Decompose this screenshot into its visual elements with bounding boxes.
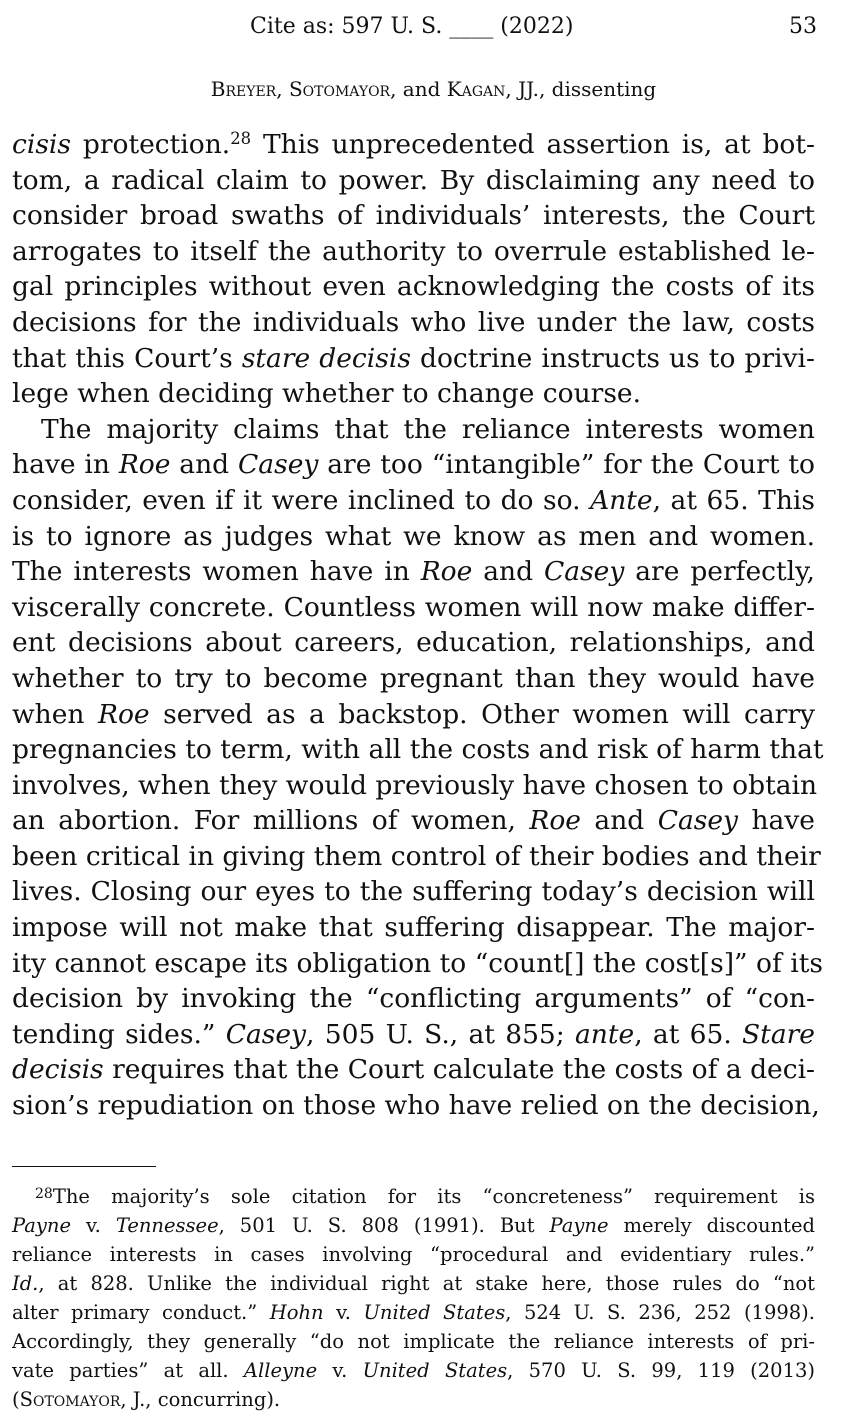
text-line: Payne v. Tennessee, 501 U. S. 808 (1991). But Payne merely discounted — [12, 1214, 815, 1237]
text-line: gal principles without even acknowledging the costs of its — [12, 271, 815, 303]
page-number: 53 — [789, 14, 817, 39]
text-line: tom, a radical claim to power. By disclaiming any need to — [12, 164, 815, 196]
text-line: $^{28}$The majority’s sole citation for its “concreteness” requirement is — [35, 1185, 815, 1208]
text-line: been critical in giving them control of their bodies and their — [12, 840, 821, 872]
text-line: sion’s repudiation on those who have relied on the decision, — [12, 1090, 820, 1122]
text-line: consider, even if it were inclined to do so. Ante, at 65. This — [12, 484, 816, 516]
text-line: consider broad swaths of individuals’ interests, the Court — [12, 200, 815, 232]
citation-header: Cite as: 597 U. S. ____ (2022) — [250, 14, 574, 39]
text-line: impose will not make that suffering disappear. The major- — [12, 912, 815, 944]
text-line: vate parties” at all. Alleyne v. United States, 570 U. S. 99, 119 (2013) — [12, 1359, 815, 1382]
text-line: whether to try to become pregnant than they would have — [12, 662, 815, 694]
text-line: Id., at 828. Unlike the individual right at stake here, those rules do “not — [12, 1272, 815, 1295]
running-header — [0, 14, 867, 42]
paragraph-1 — [12, 127, 815, 412]
text-line: ent decisions about careers, education, relationships, and — [12, 627, 815, 659]
paragraph-2 — [12, 412, 824, 1124]
text-line: lives. Closing our eyes to the suffering today’s decision will — [12, 876, 815, 908]
text-line: ity cannot escape its obligation to “count[] the cost[s]” of its — [12, 947, 823, 979]
text-line: Accordingly, they generally “do not implicate the reliance interests of pri- — [12, 1330, 815, 1353]
footnote-divider — [12, 1166, 156, 1167]
text-line: The majority claims that the reliance interests women — [41, 413, 815, 445]
text-line: tending sides.” Casey, 505 U. S., at 855; ante, at 65. Stare — [12, 1018, 815, 1050]
dissent-header: Breyer, Sotomayor, and Kagan, JJ., dissenting — [210, 77, 657, 101]
text-line: The interests women have in Roe and Casey are perfectly, — [12, 556, 815, 588]
text-line: decision by invoking the “conflicting arguments” of “con- — [12, 983, 815, 1015]
text-line: when Roe served as a backstop. Other women will carry — [12, 698, 815, 730]
text-line: arrogates to itself the authority to overrule established le- — [12, 235, 815, 267]
text-line: pregnancies to term, with all the costs and risk of harm that — [12, 734, 824, 766]
text-line: lege when deciding whether to change course. — [12, 378, 642, 410]
text-line: involves, when they would previously have chosen to obtain — [12, 769, 818, 801]
text-line: is to ignore as judges what we know as men and women. — [12, 520, 815, 552]
text-line: an abortion. For millions of women, Roe and Casey have — [12, 805, 815, 837]
text-line: alter primary conduct.” Hohn v. United States, 524 U. S. 236, 252 (1998). — [12, 1301, 815, 1324]
text-line: decisis requires that the Court calculate the costs of a deci- — [12, 1054, 816, 1086]
footnote-28 — [12, 1182, 815, 1414]
text-line: decisions for the individuals who live under the law, costs — [12, 306, 815, 338]
text-line: (Sotomayor, J., concurring). — [12, 1388, 281, 1411]
text-line: viscerally concrete. Countless women will now make differ- — [12, 591, 815, 623]
text-line: reliance interests in cases involving “procedural and evidentiary rules.” — [12, 1243, 815, 1266]
text-line: cisis protection.$^{28}$ This unprecedented assertion is, at bot- — [12, 128, 815, 160]
text-line: have in Roe and Casey are too “intangible” for the Court to — [12, 449, 815, 481]
text-line: that this Court’s stare decisis doctrine instructs us to privi- — [12, 342, 815, 374]
opinion-body — [12, 127, 824, 1124]
